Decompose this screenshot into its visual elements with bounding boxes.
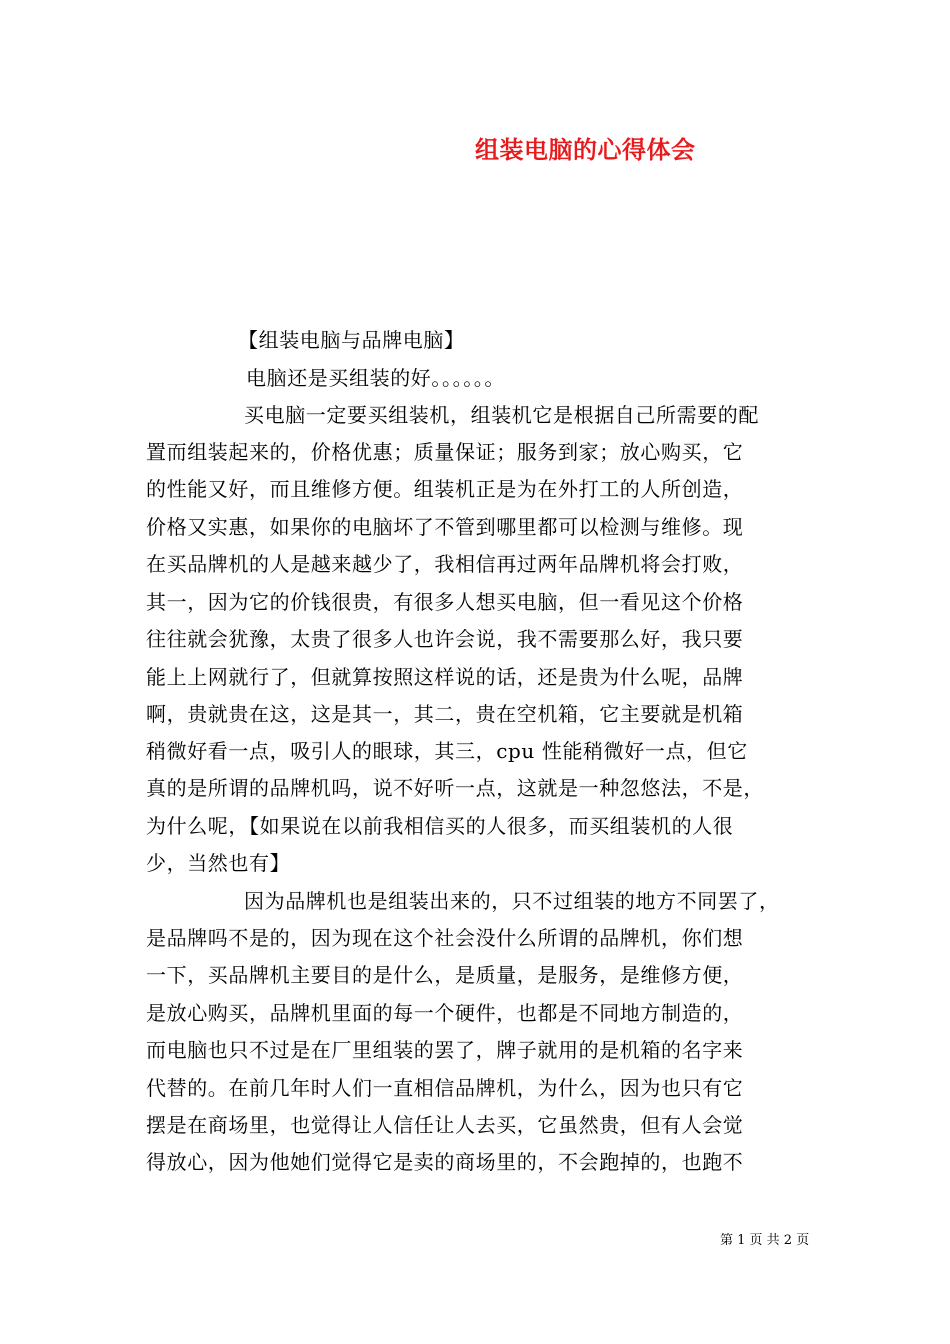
paragraph-line: 买电脑一定要买组装机，组装机它是根据自己所需要的配 (244, 403, 759, 427)
paragraph-line: 摆是在商场里，也觉得让人信任让人去买，它虽然贵，但有人会觉 (146, 1113, 744, 1137)
paragraph-line: 在买品牌机的人是越来越少了，我相信再过两年品牌机将会打败， (146, 552, 744, 576)
paragraph-line: 真的是所谓的品牌机吗，说不好听一点，这就是一种忽悠法，不是， (146, 776, 764, 800)
paragraph-line: 是品牌吗不是的，因为现在这个社会没什么所谓的品牌机，你们想 (146, 926, 744, 950)
paragraph-line: 因为品牌机也是组装出来的，只不过组装的地方不同罢了， (244, 889, 780, 913)
paragraph-line: 置而组装起来的，价格优惠；质量保证；服务到家；放心购买，它 (146, 440, 744, 464)
paragraph-line: 价格又实惠，如果你的电脑坏了不管到哪里都可以检测与维修。现 (146, 515, 744, 539)
paragraph-line: 一下，买品牌机主要目的是什么，是质量，是服务，是维修方便， (146, 963, 744, 987)
document-title: 组装电脑的心得体会 (475, 135, 696, 164)
paragraph-line: 为什么呢，【如果说在以前我相信买的人很多，而买组装机的人很 (146, 814, 734, 838)
paragraph-line: 的性能又好，而且维修方便。组装机正是为在外打工的人所创造， (146, 477, 744, 501)
paragraph-line: 得放心，因为他她们觉得它是卖的商场里的，不会跑掉的，也跑不 (146, 1150, 744, 1174)
section-heading: 【组装电脑与品牌电脑】 (238, 328, 465, 352)
paragraph-line: 代替的。在前几年时人们一直相信品牌机，为什么，因为也只有它 (146, 1076, 744, 1100)
paragraph-line: 少，当然也有】 (146, 851, 291, 875)
paragraph-line: 往往就会犹豫，太贵了很多人也许会说，我不需要那么好，我只要 (146, 627, 744, 651)
paragraph-line: 稍微好看一点，吸引人的眼球，其三，cpu 性能稍微好一点，但它 (146, 739, 748, 763)
paragraph-line: 是放心购买，品牌机里面的每一个硬件，也都是不同地方制造的， (146, 1001, 744, 1025)
paragraph-line: 其一，因为它的价钱很贵，有很多人想买电脑，但一看见这个价格 (146, 590, 744, 614)
paragraph-line: 啊，贵就贵在这，这是其一，其二，贵在空机箱，它主要就是机箱 (146, 702, 744, 726)
paragraph-line: 能上上网就行了，但就算按照这样说的话，还是贵为什么呢，品牌 (146, 665, 744, 689)
page-number-footer: 第 1 页 共 2 页 (720, 1233, 810, 1248)
paragraph-line: 电脑还是买组装的好。。。。。。 (246, 366, 505, 390)
paragraph-line: 而电脑也只不过是在厂里组装的罢了，牌子就用的是机箱的名字来 (146, 1038, 744, 1062)
